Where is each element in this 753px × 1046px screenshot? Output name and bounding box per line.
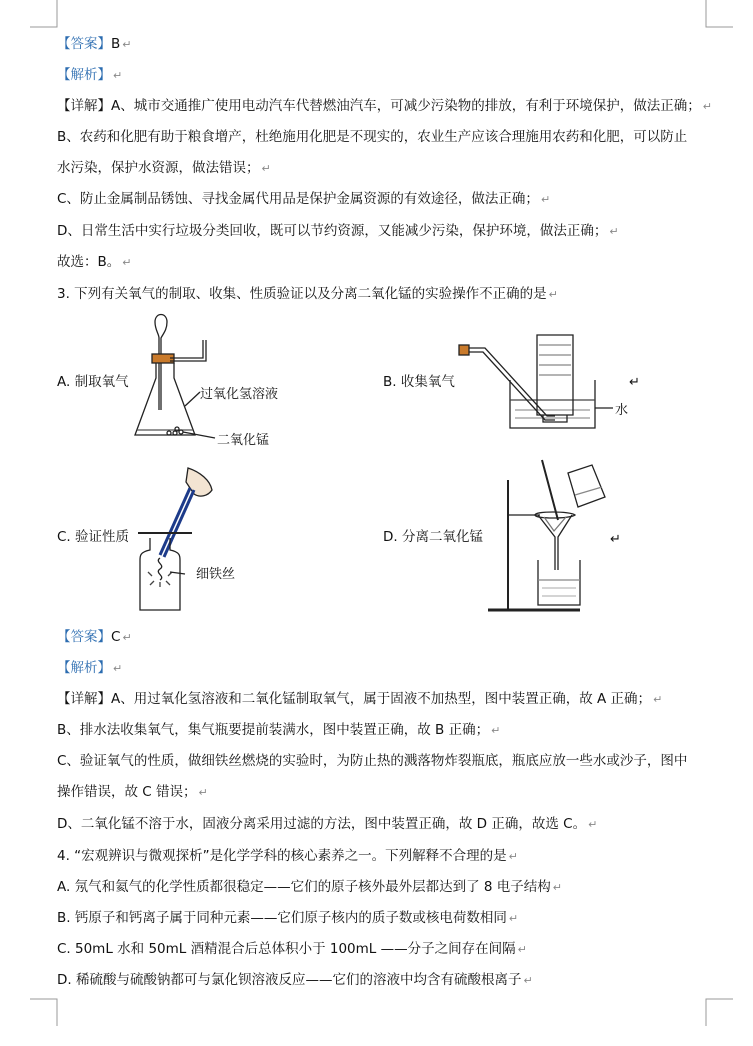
q2-line-b-cont: 水污染，保护水资源，做法错误； ↵ [57, 160, 271, 176]
corner-mark-bottom-left [30, 996, 60, 1026]
q3-answer: C [111, 629, 121, 645]
label-iron: 细铁丝 [196, 567, 236, 582]
q3-line-c-cont: 操作错误，故 C 错误； ↵ [57, 784, 208, 800]
label-mno2: 二氧化锰 [217, 433, 270, 448]
q2-detail-line: 【详解】A、城市交通推广使用电动汽车代替燃油汽车，可减少污染物的排放，有利于环境保护，做法正确； ↵ [57, 98, 712, 114]
figure-oxygen-collection [455, 330, 645, 435]
q2-answer-line: 【答案】B ↵ [57, 36, 132, 52]
q3-answer-tag: 【答案】 [57, 629, 111, 645]
q3-stem: 3. 下列有关氧气的制取、收集、性质验证以及分离二氧化锰的实验操作不正确的是 ↵ [57, 286, 558, 302]
q2-answer: B [111, 36, 121, 52]
q2-line-b: B、农药和化肥有助于粮食增产，杜绝施用化肥是不现实的，农业生产应该合理施用农药和化肥，可以防止 [57, 129, 688, 145]
q3-detail-line: 【详解】A、用过氧化氢溶液和二氧化锰制取氧气，属于固液不加热型，图中装置正确，故 A 正确； ↵ [57, 691, 663, 707]
figure-oxygen-generation [125, 310, 325, 450]
option-d-mark: ↵ [610, 532, 621, 547]
figure-filtration [480, 455, 630, 620]
option-b-mark: ↵ [629, 375, 640, 390]
q3-option-c: C. 验证性质 [57, 529, 130, 545]
q3-detail-tag: 【详解】 [57, 691, 111, 707]
q2-line-d: D、日常生活中实行垃圾分类回收，既可以节约资源，又能减少污染，保护环境，做法正确； ↵ [57, 223, 619, 239]
q2-conclusion: 故选：B。 ↵ [57, 254, 132, 270]
q2-answer-tag: 【答案】 [57, 36, 111, 52]
q2-detail-tag: 【详解】 [57, 98, 111, 114]
q4-option-b: B. 钙原子和钙离子属于同种元素——它们原子核内的质子数或核电荷数相同 ↵ [57, 910, 519, 926]
q4-option-a: A. 氖气和氦气的化学性质都很稳定——它们的原子核外最外层都达到了 8 电子结构 ↵ [57, 879, 562, 895]
q2-line-a: A、城市交通推广使用电动汽车代替燃油汽车，可减少污染物的排放，有利于环境保护，做法正确； [111, 98, 701, 114]
q3-option-b: B. 收集氧气 [383, 374, 455, 390]
q3-line-c: C、验证氧气的性质，做细铁丝燃烧的实验时，为防止热的溅落物炸裂瓶底，瓶底应放一些水或沙子，图中 [57, 753, 688, 769]
q4-option-c: C. 50mL 水和 50mL 酒精混合后总体积小于 100mL ——分子之间存在间隔 ↵ [57, 941, 527, 957]
q3-option-a: A. 制取氧气 [57, 374, 129, 390]
corner-mark-bottom-right [703, 996, 733, 1026]
q3-line-d: D、二氧化锰不溶于水，固液分离采用过滤的方法，图中装置正确，故 D 正确，故选 C。 ↵ [57, 816, 598, 832]
q2-line-c: C、防止金属制品锈蚀、寻找金属代用品是保护金属资源的有效途径，做法正确； ↵ [57, 191, 551, 207]
q3-analysis-tag: 【解析】 [57, 660, 111, 676]
q4-option-d: D. 稀硫酸与硫酸钠都可与氯化钡溶液反应——它们的溶液中均含有硫酸根离子 ↵ [57, 972, 533, 988]
corner-mark-top-left [30, 0, 60, 30]
label-h2o2: 过氧化氢溶液 [200, 387, 279, 402]
q3-line-b: B、排水法收集氧气，集气瓶要提前装满水，图中装置正确，故 B 正确； ↵ [57, 722, 501, 738]
figure-iron-burning [130, 460, 260, 615]
q4-stem: 4. “宏观辨识与微观探析”是化学学科的核心素养之一。下列解释不合理的是 ↵ [57, 848, 518, 864]
q3-option-d: D. 分离二氧化锰 [383, 529, 483, 545]
label-water: 水 [615, 403, 629, 418]
q3-analysis-line: 【解析】 ↵ [57, 660, 123, 676]
q2-analysis-tag: 【解析】 [57, 67, 111, 83]
q3-answer-line: 【答案】C ↵ [57, 629, 132, 645]
q2-analysis-line: 【解析】 ↵ [57, 67, 123, 83]
q3-line-a: A、用过氧化氢溶液和二氧化锰制取氧气，属于固液不加热型，图中装置正确，故 A 正确； [111, 691, 652, 707]
corner-mark-top-right [703, 0, 733, 30]
